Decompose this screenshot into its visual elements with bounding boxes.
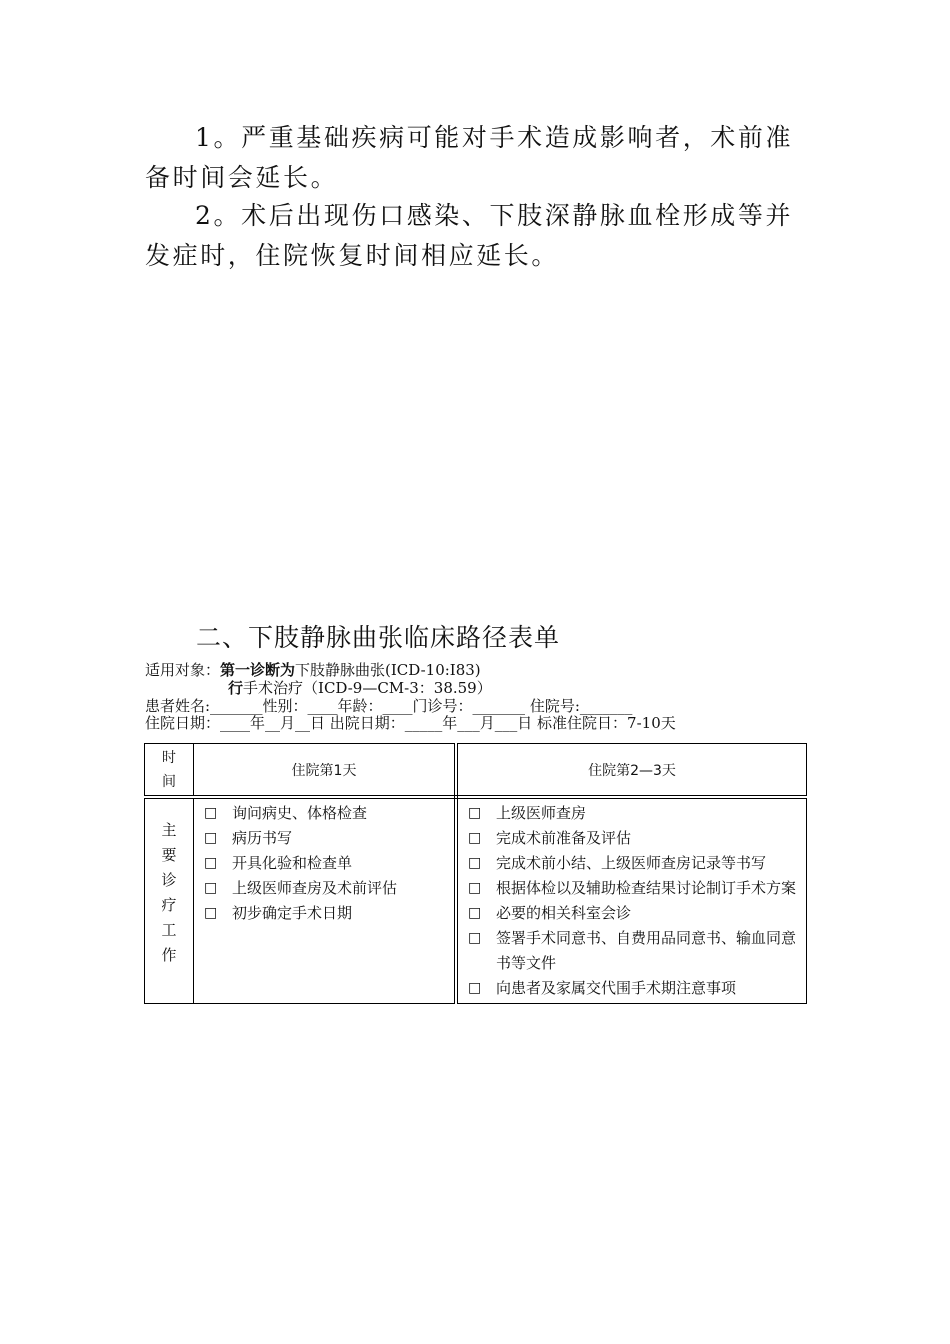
checkbox-icon[interactable]: □	[204, 905, 218, 921]
time-header	[145, 746, 193, 794]
list-item	[468, 826, 802, 851]
section-title: 二、下肢静脉曲张临床路径表单	[196, 623, 561, 652]
task-text: 根据体检以及辅助检查结果讨论制订手术方案	[496, 879, 797, 897]
task-text: 完成术前准备及评估	[496, 829, 632, 847]
task-text: 上级医师查房及术前评估	[232, 879, 398, 897]
patient-info-line: 患者姓名:_______性别：____年龄：____门诊号：_______ 住院号:_______	[145, 697, 633, 715]
checkbox-icon[interactable]: □	[468, 930, 482, 946]
checkbox-icon[interactable]: □	[468, 805, 482, 821]
day1-header: 住院第1天	[194, 744, 457, 798]
checkbox-icon[interactable]: □	[468, 880, 482, 896]
task-text: 向患者及家属交代围手术期注意事项	[496, 979, 737, 997]
task-text: 必要的相关科室会诊	[496, 904, 632, 922]
list-item	[468, 926, 802, 976]
day2-header: 住院第2—3天	[456, 744, 807, 798]
task-text: 询问病史、体格检查	[232, 804, 368, 822]
list-item	[204, 801, 450, 826]
list-item	[204, 901, 450, 926]
day2-task-list	[458, 799, 806, 1003]
day2-tasks-cell	[456, 797, 807, 1004]
time-header-cell	[145, 744, 194, 798]
treatment-line	[228, 680, 492, 697]
list-item	[468, 851, 802, 876]
list-item	[468, 876, 802, 901]
task-text: 签署手术同意书、自费用品同意书、输血同意书等文件	[496, 929, 797, 972]
date-info-line: 住院日期：____年__月__日 出院日期：_____年___月___日 标准住院日：7-10天	[145, 714, 676, 732]
task-text: 初步确定手术日期	[232, 904, 353, 922]
applicable-target-line	[145, 662, 481, 679]
row-label-char: 工	[161, 921, 177, 939]
checkbox-icon[interactable]: □	[468, 905, 482, 921]
intro-paragraph-1: 1。严重基础疾病可能对手术造成影响者，术前准备时间会延长。	[145, 123, 794, 192]
intro-paragraph-2: 2。术后出现伤口感染、下肢深静脉血栓形成等并发症时，住院恢复时间相应延长。	[145, 201, 794, 270]
row-label-char: 主	[161, 821, 177, 839]
list-item	[468, 801, 802, 826]
day1-tasks-cell	[194, 797, 457, 1004]
task-text: 上级医师查房	[496, 804, 587, 822]
task-text: 开具化验和检查单	[232, 854, 353, 872]
table-row	[145, 797, 807, 1004]
checkbox-icon[interactable]: □	[204, 880, 218, 896]
task-text: 病历书写	[232, 829, 293, 847]
time-header-char: 间	[162, 773, 176, 790]
checkbox-icon[interactable]: □	[468, 830, 482, 846]
table-header-row	[145, 744, 807, 798]
task-text: 完成术前小结、上级医师查房记录等书写	[496, 854, 767, 872]
time-header-char: 时	[162, 749, 176, 766]
treatment-text: 手术治疗（ICD-9—CM-3：38.59）	[243, 679, 492, 697]
checkbox-icon[interactable]: □	[468, 980, 482, 996]
list-item	[204, 876, 450, 901]
target-diagnosis: 下肢静脉曲张(ICD-10:I83)	[295, 661, 481, 679]
list-item	[468, 901, 802, 926]
row-label-char: 作	[161, 946, 177, 964]
checkbox-icon[interactable]: □	[204, 830, 218, 846]
list-item	[204, 826, 450, 851]
row-label-char: 诊	[161, 871, 177, 889]
list-item	[204, 851, 450, 876]
row-label-char: 要	[161, 846, 177, 864]
clinical-pathway-table	[144, 743, 807, 1004]
row-label-cell	[145, 797, 194, 1004]
target-label: 适用对象：	[145, 661, 221, 679]
target-bold: 第一诊断为	[220, 661, 296, 679]
checkbox-icon[interactable]: □	[204, 855, 218, 871]
treatment-bold: 行	[228, 679, 244, 697]
list-item	[468, 976, 802, 1001]
checkbox-icon[interactable]: □	[204, 805, 218, 821]
row-label-char: 疗	[161, 896, 177, 914]
day1-task-list	[194, 799, 454, 928]
checkbox-icon[interactable]: □	[468, 855, 482, 871]
